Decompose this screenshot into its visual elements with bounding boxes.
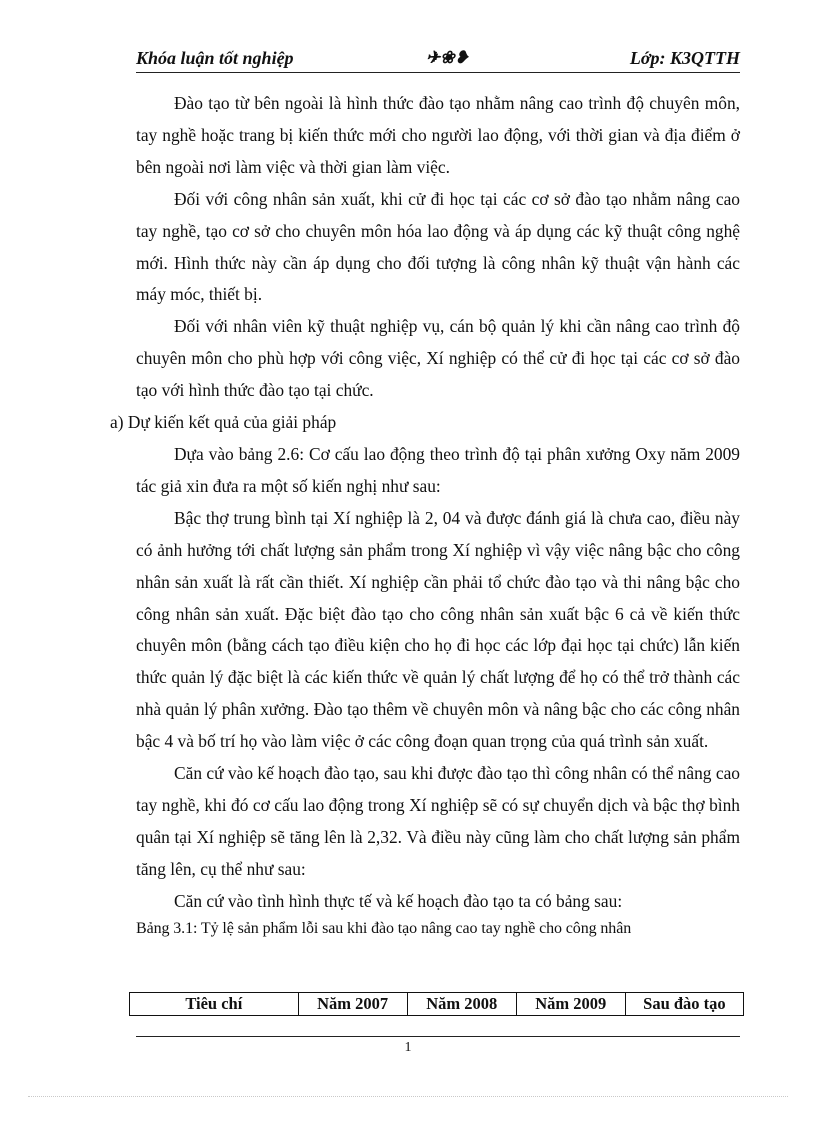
paragraph: Đào tạo từ bên ngoài là hình thức đào tạo nhằm nâng cao trình độ chuyên môn, tay nghề hoặc trang bị kiến thức mới cho người lao động, với thời gian và địa điểm ở bên ngoài nơi làm việc và thời gian làm việc. [136, 93, 740, 177]
paragraph: Dựa vào bảng 2.6: Cơ cấu lao động theo trình độ tại phân xưởng Oxy năm 2009 tác giả xin đưa ra một số kiến nghị như sau: [136, 443, 740, 496]
header-ornament-icon: ✈❀❥ [426, 48, 469, 67]
footer-divider [136, 1036, 740, 1037]
page-bottom-border [28, 1096, 788, 1097]
column-header: Sau đào tạo [625, 993, 743, 1016]
paragraph: Căn cứ vào tình hình thực tế và kế hoạch đào tạo ta có bảng sau: [174, 890, 623, 911]
page-header [136, 46, 740, 73]
page-number: 1 [404, 1040, 412, 1055]
column-header: Năm 2007 [298, 993, 407, 1016]
column-header: Năm 2008 [407, 993, 516, 1016]
paragraph: Bậc thợ trung bình tại Xí nghiệp là 2, 04 và được đánh giá là chưa cao, điều này có ảnh hưởng tới chất lượng sản phẩm trong Xí nghiệp vì vậy việc nâng bậc cho công nhân sản xuất là rất cần thiết. Xí nghiệp cần phải tổ chức đào tạo và thi nâng bậc cho công nhân sản xuất. Đặc biệt đào tạo cho công nhân sản xuất bậc 6 cả về kiến thức chuyên môn (bằng cách tạo điều kiện cho họ đi học các lớp đại học tại chức) lẫn kiến thức quản lý đặc biệt là các kiến thức về quản lý chất lượng để họ có thể trở thành các nhà quản lý phân xưởng. Đào tạo thêm về chuyên môn và nâng bậc cho các công nhân bậc 4 và bố trí họ vào làm việc ở các công đoạn quan trọng của quá trình sản xuất. [136, 507, 740, 752]
body-text [110, 88, 740, 943]
column-header: Năm 2009 [516, 993, 625, 1016]
paragraph: Căn cứ vào kế hoạch đào tạo, sau khi được đào tạo thì công nhân có thể nâng cao tay nghề, khi đó cơ cấu lao động trong Xí nghiệp sẽ có sự chuyển dịch và bậc thợ bình quân tại Xí nghiệp sẽ tăng lên là 2,32. Và điều này cũng làm cho chất lượng sản phẩm tăng lên, cụ thể như sau: [136, 763, 740, 879]
section-heading: a) Dự kiến kết quả của giải pháp [110, 412, 337, 433]
paragraph: Đối với công nhân sản xuất, khi cử đi học tại các cơ sở đào tạo nhằm nâng cao tay nghề, tạo cơ sở cho chuyên môn hóa lao động và áp dụng các kỹ thuật công nghệ mới. Hình thức này cần áp dụng cho đối tượng là công nhân kỹ thuật vận hành các máy móc, thiết bị. [136, 188, 740, 305]
table-caption: Bảng 3.1: Tỷ lệ sản phẩm lỗi sau khi đào tạo nâng cao tay nghề cho công nhân [136, 919, 632, 937]
paragraph: Đối với nhân viên kỹ thuật nghiệp vụ, cán bộ quản lý khi cần nâng cao trình độ chuyên môn cho phù hợp với công việc, Xí nghiệp có thể cử đi học tại các cơ sở đào tạo với hình thức đào tạo tại chức. [136, 316, 740, 401]
header-class-label: Lớp: K3QTTH [629, 48, 740, 68]
header-thesis-title: Khóa luận tốt nghiệp [136, 48, 294, 68]
defect-rate-table [129, 992, 744, 1016]
column-header: Tiêu chí [130, 993, 299, 1016]
table-header-row [130, 993, 744, 1016]
